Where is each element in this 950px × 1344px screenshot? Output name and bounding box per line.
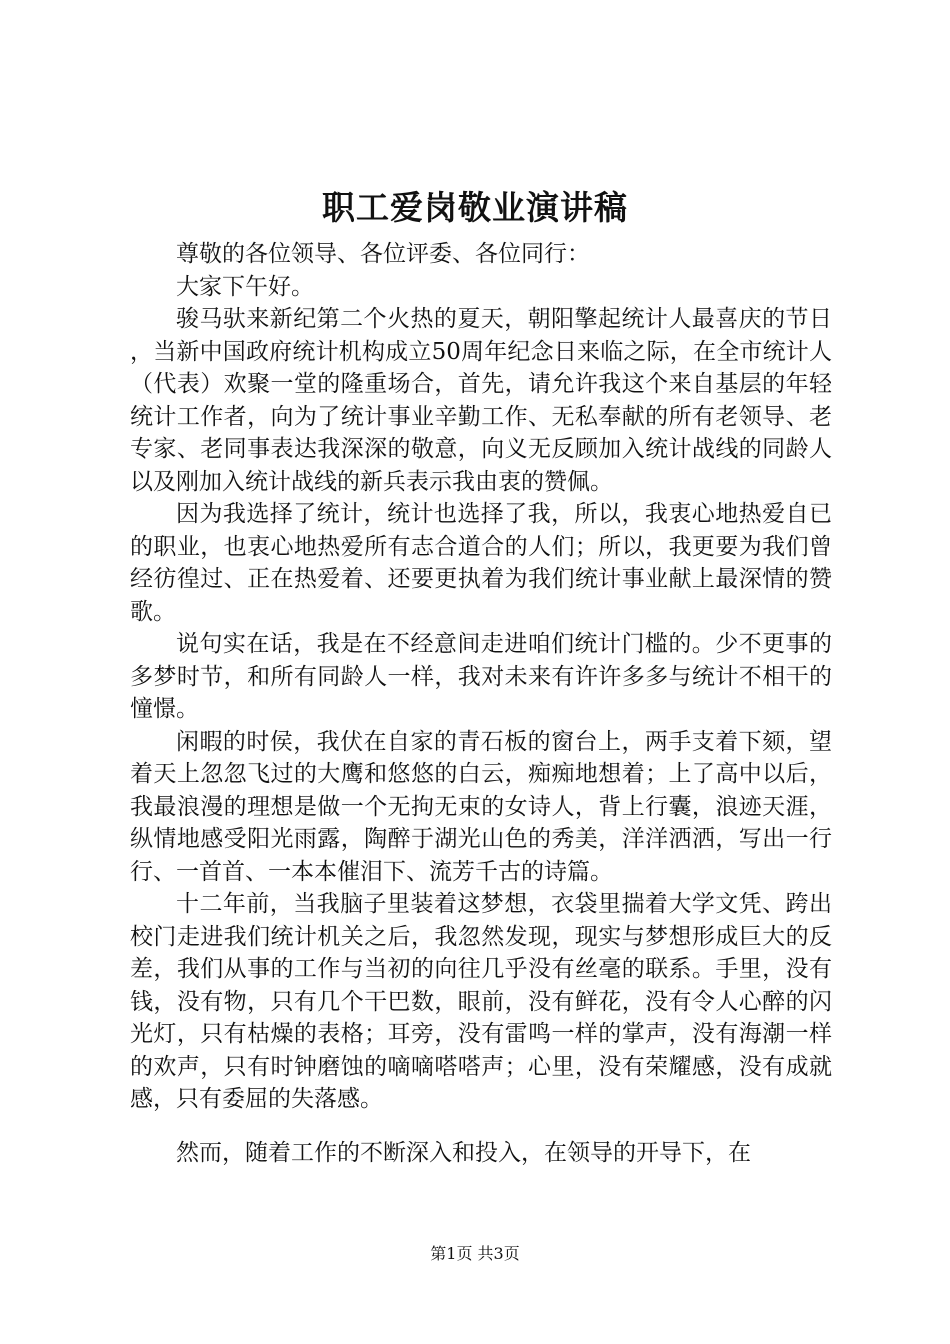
page-footer: 第1页 共3页 [430,1244,520,1263]
body-paragraph: 闲暇的时侯，我伏在自家的青石板的窗台上，两手支着下颏，望着天上忽忽飞过的大鹰和悠悠的白云，痴痴地想着；上了高中以后，我最浪漫的理想是做一个无拘无束的女诗人，背上行囊，浪迹天涯，纵情地感受阳光雨露，陶醉于湖光山色的秀美，洋洋洒洒，写出一行行、一首首、一本本催泪下、流芳千古的诗篇。 [130,728,832,885]
body-paragraph: 十二年前，当我脑子里装着这梦想，衣袋里揣着大学文凭、跨出校门走进我们统计机关之后，我忽然发现，现实与梦想形成巨大的反差，我们从事的工作与当初的向往几乎没有丝毫的联系。手里，没有钱，没有物，只有几个干巴数，眼前，没有鲜花，没有令人心醉的闪光灯，只有枯燥的表格；耳旁，没有雷鸣一样的掌声，没有海潮一样的欢声，只有时钟磨蚀的嘀嘀嗒嗒声；心里，没有荣耀感，没有成就感，只有委屈的失落感。 [130,891,832,1112]
greeting-paragraph: 大家下午好。 [176,273,314,300]
body-paragraph: 因为我选择了统计，统计也选择了我，所以，我衷心地热爱自已的职业，也衷心地热爱所有志合道合的人们；所以，我更要为我们曾经彷徨过、正在热爱着、还要更执着为我们统计事业献上最深情的赞歌。 [130,501,832,625]
body-paragraph: 说句实在话，我是在不经意间走进咱们统计门槛的。少不更事的多梦时节，和所有同龄人一样，我对未来有许许多多与统计不相干的憧憬。 [130,631,832,722]
body-paragraph: 骏马驮来新纪第二个火热的夏天，朝阳擎起统计人最喜庆的节日，当新中国政府统计机构成立50周年纪念日来临之际，在全市统计人（代表）欢聚一堂的隆重场合，首先，请允许我这个来自基层的年轻统计工作者，向为了统计事业辛勤工作、无私奉献的所有老领导、老专家、老同事表达我深深的敬意，向义无反顾加入统计战线的同龄人以及刚加入统计战线的新兵表示我由衷的赞佩。 [130,306,832,495]
salutation-paragraph: 尊敬的各位领导、各位评委、各位同行： [176,241,590,267]
body-paragraph: 然而，随着工作的不断深入和投入，在领导的开导下，在 [176,1139,751,1166]
document-body [130,238,832,1169]
document-title: 职工爱岗敬业演讲稿 [322,188,628,227]
